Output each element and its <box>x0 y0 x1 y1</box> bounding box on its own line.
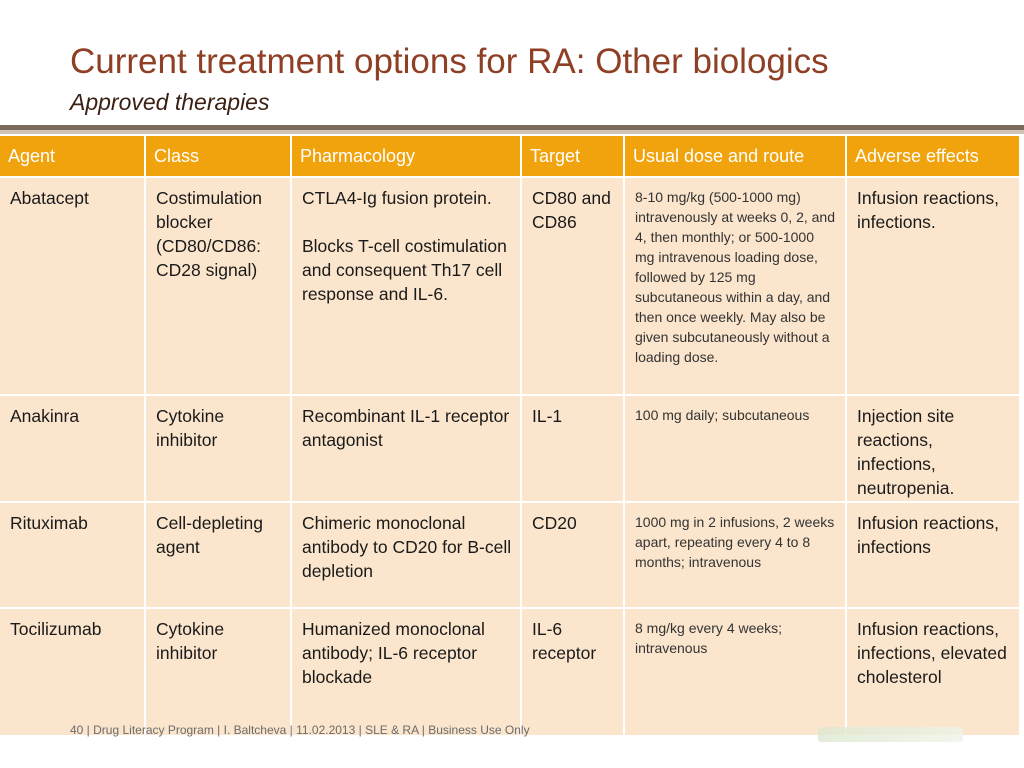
slide-title: Current treatment options for RA: Other biologics <box>70 42 829 81</box>
header-adverse-effects: Adverse effects <box>847 136 1021 178</box>
cell-class: Costimulation blocker (CD80/CD86: CD28 signal) <box>146 178 292 396</box>
cell-pharmacology: Chimeric monoclonal antibody to CD20 for B-cell depletion <box>292 503 522 609</box>
cell-adverse-effects: Infusion reactions, infections <box>847 503 1021 609</box>
cell-target: IL-1 <box>522 396 625 503</box>
table-row <box>0 396 1021 503</box>
header-dose: Usual dose and route <box>625 136 847 178</box>
cell-class: Cytokine inhibitor <box>146 609 292 737</box>
company-logo <box>818 727 963 742</box>
cell-dose: 1000 mg in 2 infusions, 2 weeks apart, repeating every 4 to 8 months; intravenous <box>625 503 847 609</box>
cell-pharmacology: Humanized monoclonal antibody; IL-6 receptor blockade <box>292 609 522 737</box>
header-pharmacology: Pharmacology <box>292 136 522 178</box>
cell-adverse-effects: Injection site reactions, infections, neutropenia. <box>847 396 1021 503</box>
cell-pharmacology: Recombinant IL-1 receptor antagonist <box>292 396 522 503</box>
footer-text: 40 | Drug Literacy Program | I. Baltcheva | 11.02.2013 | SLE & RA | Business Use Only <box>70 723 530 737</box>
table-row <box>0 609 1021 737</box>
cell-class: Cell-depleting agent <box>146 503 292 609</box>
header-agent: Agent <box>0 136 146 178</box>
cell-adverse-effects: Infusion reactions, infections, elevated cholesterol <box>847 609 1021 737</box>
cell-agent: Abatacept <box>0 178 146 396</box>
cell-target: CD80 and CD86 <box>522 178 625 396</box>
cell-agent: Anakinra <box>0 396 146 503</box>
cell-pharmacology: CTLA4-Ig fusion protein. Blocks T-cell costimulation and consequent Th17 cell response and IL-6. <box>292 178 522 396</box>
cell-target: IL-6 receptor <box>522 609 625 737</box>
cell-dose: 100 mg daily; subcutaneous <box>625 396 847 503</box>
therapies-table <box>0 136 1021 737</box>
table-header-row <box>0 136 1021 178</box>
cell-adverse-effects: Infusion reactions, infections. <box>847 178 1021 396</box>
cell-class: Cytokine inhibitor <box>146 396 292 503</box>
cell-dose: 8-10 mg/kg (500-1000 mg) intravenously at weeks 0, 2, and 4, then monthly; or 500-1000 mg intravenous loading dose, followed by 125 mg subcutaneous within a day, and then once weekly. May also be given subcutaneously without a loading dose. <box>625 178 847 396</box>
cell-target: CD20 <box>522 503 625 609</box>
header-class: Class <box>146 136 292 178</box>
table-row <box>0 178 1021 396</box>
cell-agent: Tocilizumab <box>0 609 146 737</box>
cell-dose: 8 mg/kg every 4 weeks; intravenous <box>625 609 847 737</box>
table-row <box>0 503 1021 609</box>
title-divider-shadow <box>0 130 1024 134</box>
slide-subtitle: Approved therapies <box>70 89 270 115</box>
header-target: Target <box>522 136 625 178</box>
cell-agent: Rituximab <box>0 503 146 609</box>
